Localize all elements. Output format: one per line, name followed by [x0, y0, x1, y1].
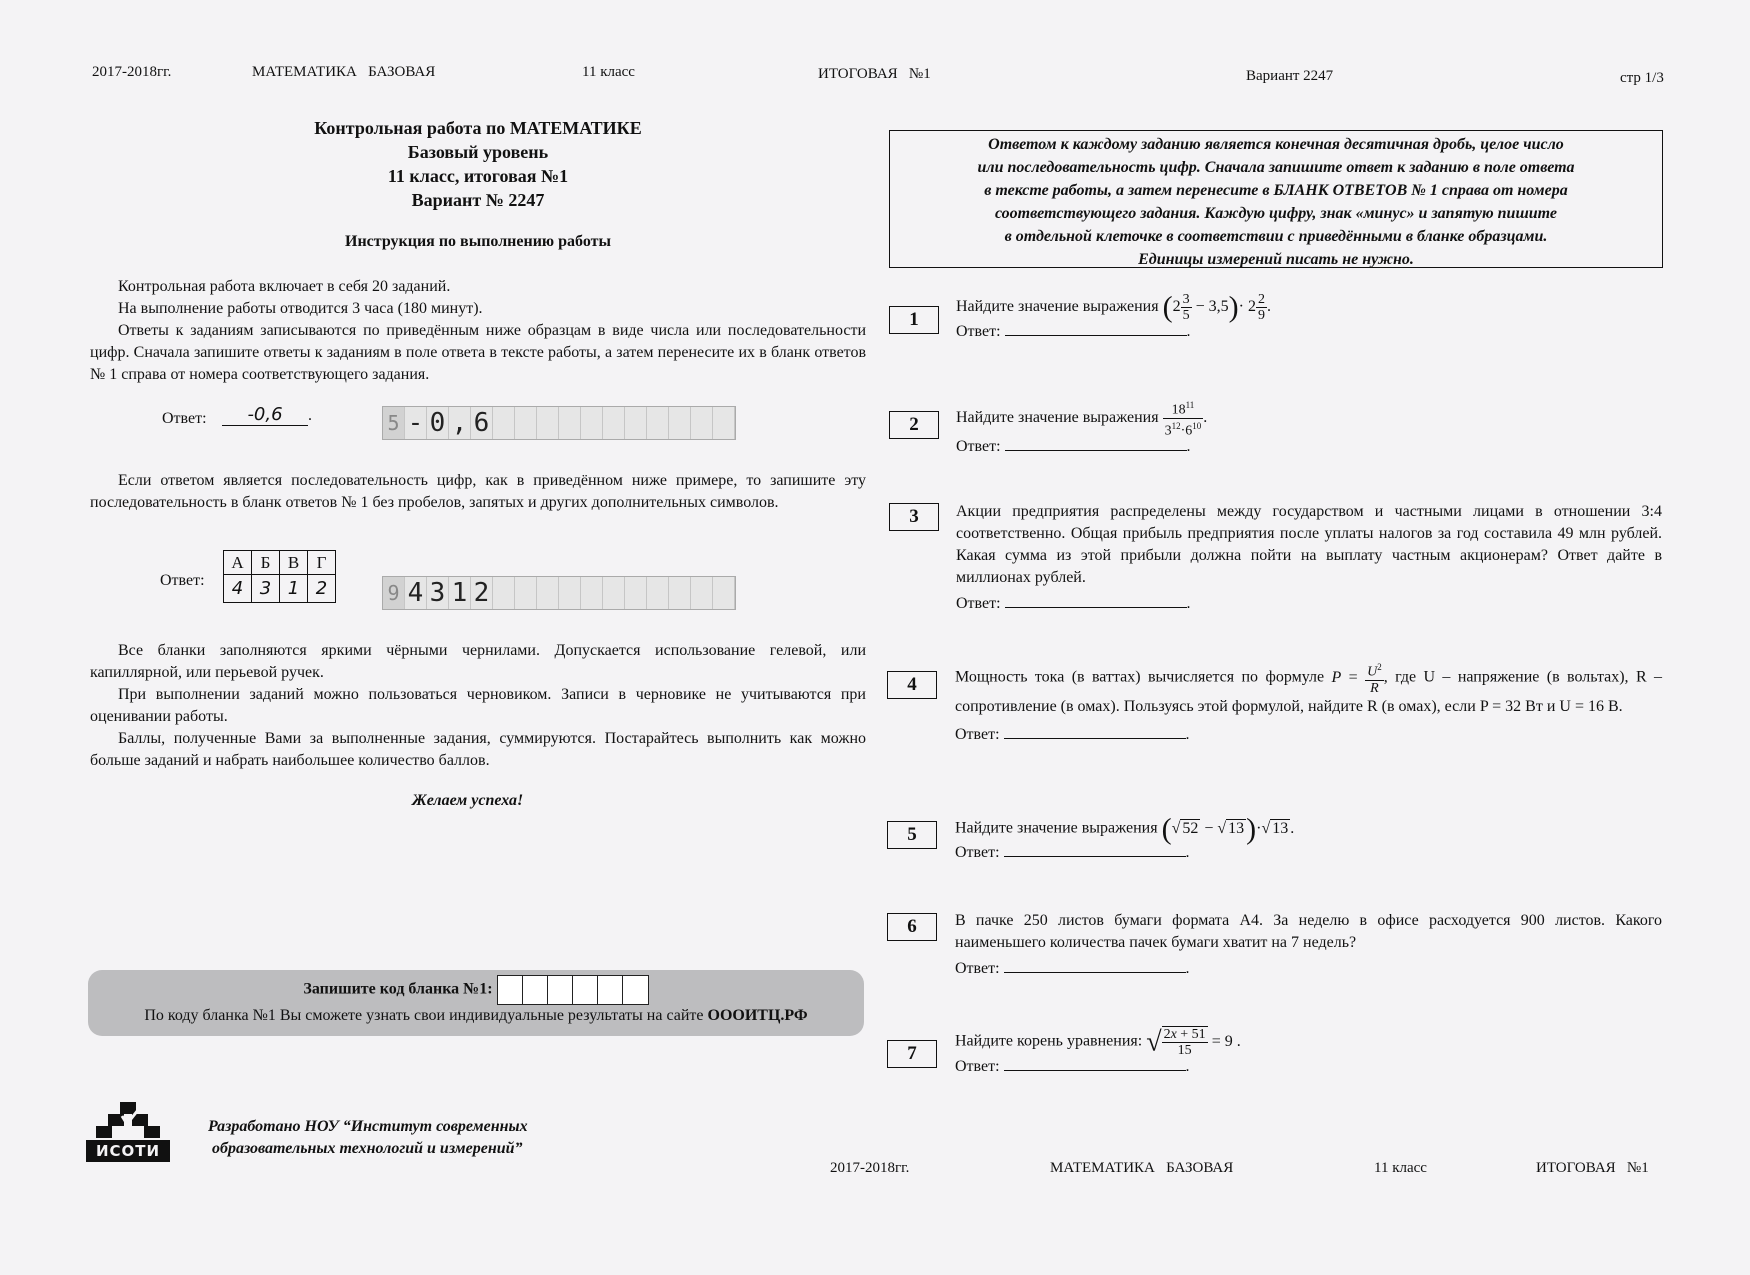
logo-text: ИСОТИ	[95, 1142, 161, 1160]
answer-label: Ответ:	[956, 323, 1001, 340]
answer-cell	[647, 407, 669, 439]
developed-line-1: Разработано НОУ “Институт современных	[208, 1118, 528, 1135]
task-number-2: 2	[889, 411, 939, 439]
answer-cell: 2	[471, 577, 493, 609]
code-band-label: Запишите код бланка №1:	[303, 980, 493, 998]
answer-cell	[647, 577, 669, 609]
instructions-p1: Контрольная работа включает в себя 20 заданий.	[118, 278, 451, 295]
task-number-1: 1	[889, 306, 939, 334]
example2-answer-cells	[382, 576, 736, 610]
notice-line-5: в отдельной клеточке в соответствии с приведёнными в бланке образцами.	[1004, 228, 1548, 245]
task-7-text: Найдите корень уравнения:	[955, 1032, 1143, 1050]
task-2-formula: $\frac{18^{11}}{3^{12}\cdot 6^{10}}$ .	[1164, 400, 1208, 439]
task-7: Найдите корень уравнения: √ $\frac{2x + 51}{15}$ = 9 . Ответ: .	[955, 1026, 1241, 1075]
task-4-text-a: Мощность тока (в ваттах) вычисляется по формуле	[955, 668, 1325, 686]
answer-cell: 0	[427, 407, 449, 439]
answer-cell	[537, 407, 559, 439]
instructions-p4: Если ответом является последовательность цифр, как в приведённом ниже примере, то запишите эту последовательность в бланк ответов № 1 без пробелов, запятых и других дополнительных символов.	[90, 472, 866, 511]
task-number-6: 6	[887, 913, 937, 941]
code-band-site[interactable]: ОООИТЦ.РФ	[707, 1007, 808, 1024]
title-line-3: 11 класс, итоговая №1	[387, 166, 569, 186]
example1-label: Ответ:	[162, 410, 207, 427]
instructions-p3: Ответы к заданиям записываются по приведённым ниже образцам в виде числа или последовательности цифр. Сначала запишите ответы к заданиям в поле ответа в тексте работы, а затем перенесите их в бланк ответов № 1 справа от номера соответствующего задания.	[90, 322, 866, 383]
answer-label: Ответ:	[955, 1058, 1000, 1075]
seq-value: 3	[252, 575, 280, 603]
answer-cell: 5	[383, 407, 405, 439]
header-years: 2017-2018гг.	[92, 64, 172, 80]
seq-header: Б	[252, 551, 280, 575]
answer-field-7[interactable]	[1004, 1057, 1186, 1071]
task-5: Найдите значение выражения (√ 52 − √ 13)·√ 13 . Ответ: .	[955, 812, 1295, 861]
task-4-formula: P = $\frac{U^2}{R}$	[1331, 662, 1382, 696]
notice-line-3: в тексте работы, а затем перенесите в БЛАНК ОТВЕТОВ № 1 справа от номера	[984, 182, 1568, 199]
example1-value: -0,6	[222, 404, 308, 426]
answer-cell: 4	[405, 577, 427, 609]
answer-cell: 9	[383, 577, 405, 609]
header-grade: 11 класс	[582, 64, 635, 80]
developed-line-2: образовательных технологий и измерений”	[212, 1140, 523, 1157]
header-exam: ИТОГОВАЯ №1	[818, 66, 931, 82]
answer-field-1[interactable]	[1005, 322, 1187, 336]
answer-cell	[625, 577, 647, 609]
answer-label: Ответ:	[956, 595, 1001, 612]
task-2: Найдите значение выражения $\frac{18^{11}}{3^{12}\cdot 6^{10}}$ . Ответ: .	[956, 400, 1208, 456]
isoti-logo	[86, 1102, 170, 1167]
answer-field-5[interactable]	[1004, 843, 1186, 857]
example1-answer-cells	[382, 406, 736, 440]
answer-field-6[interactable]	[1004, 959, 1186, 973]
instructions-block-1	[90, 276, 866, 386]
answer-label: Ответ:	[955, 725, 1000, 743]
task-1: Найдите значение выражения (2 $\frac{3}{5}$ − 3,5)· 2 $\frac{2}{9}$ . Ответ: .	[956, 290, 1271, 340]
answer-field-3[interactable]	[1005, 594, 1187, 608]
notice-line-6: Единицы измерений писать не нужно.	[1138, 251, 1414, 268]
answer-cell	[603, 407, 625, 439]
answer-cell	[515, 577, 537, 609]
task-6-text: В пачке 250 листов бумаги формата А4. За неделю в офисе расходуется 900 листов. Какого наименьшего количества пачек бумаги хватит на 7 недель?	[955, 912, 1662, 951]
answer-cell	[713, 577, 735, 609]
task-number-7: 7	[887, 1040, 937, 1068]
seq-value: 4	[224, 575, 252, 603]
title-line-4: Вариант № 2247	[411, 190, 545, 210]
seq-header: В	[280, 551, 308, 575]
instructions-p5: Все бланки заполняются яркими чёрными чернилами. Допускается использование гелевой, или капиллярной, или перьевой ручек.	[90, 642, 866, 681]
instructions-p2: На выполнение работы отводится 3 часа (180 минут).	[118, 300, 483, 317]
title-line-2: Базовый уровень	[407, 142, 549, 162]
footer-years: 2017-2018гг.	[830, 1160, 910, 1176]
task-4-text-b: , где U – напряжение (в вольтах), R – сопротивление (в омах). Пользуясь этой формулой, найдите R (в омах), если P = 32 Вт и U = 16 В.	[955, 668, 1663, 715]
task-3: Акции предприятия распределены между государством и частными лицами в отношении 3:4 соответственно. Общая прибыль предприятия после уплаты налогов за год составила 49 млн рублей. Какая сумма из этой прибыли должна пойти на выплату частным акционерам? Ответ дайте в миллионах рублей. Ответ: .	[956, 503, 1662, 612]
instructions-block-2	[90, 640, 866, 772]
notice-line-2: или последовательность цифр. Сначала запишите ответ к заданию в поле ответа	[977, 159, 1575, 176]
task-5-formula: (√ 52 − √ 13)·√ 13 .	[1161, 812, 1295, 845]
footer-grade: 11 класс	[1374, 1160, 1427, 1176]
answer-cell	[493, 577, 515, 609]
answer-cell	[713, 407, 735, 439]
seq-header: Г	[308, 551, 336, 575]
example2-label: Ответ:	[160, 572, 205, 589]
answer-cell: 1	[449, 577, 471, 609]
answer-cell: 3	[427, 577, 449, 609]
code-band	[88, 970, 864, 1036]
code-band-text: По коду бланка №1 Вы сможете узнать свои индивидуальные результаты на сайте	[144, 1007, 708, 1024]
answer-cell	[603, 577, 625, 609]
instructions-heading: Инструкция по выполнению работы	[345, 233, 611, 250]
task-2-text: Найдите значение выражения	[956, 408, 1159, 426]
task-1-formula: (2 $\frac{3}{5}$ − 3,5)· 2 $\frac{2}{9}$ .	[1162, 290, 1271, 324]
answer-cell	[625, 407, 647, 439]
answer-field-4[interactable]	[1004, 725, 1186, 739]
title-line-1: Контрольная работа по МАТЕМАТИКЕ	[314, 118, 642, 138]
task-3-text: Акции предприятия распределены между государством и частными лицами в отношении 3:4 соответственно. Общая прибыль предприятия после уплаты налогов за год составила 49 млн рублей. Какая сумма из этой прибыли должна пойти на выплату частным акционерам? Ответ дайте в миллионах рублей.	[956, 503, 1662, 586]
answer-cell: ,	[449, 407, 471, 439]
answer-cell	[493, 407, 515, 439]
answer-cell: 6	[471, 407, 493, 439]
answer-cell	[581, 407, 603, 439]
header-subject: МАТЕМАТИКА БАЗОВАЯ	[252, 64, 436, 80]
task-number-4: 4	[887, 671, 937, 699]
answer-cell	[515, 407, 537, 439]
task-1-text: Найдите значение выражения	[956, 298, 1159, 316]
footer-subject: МАТЕМАТИКА БАЗОВАЯ	[1050, 1160, 1234, 1176]
notice-line-4: соответствующего задания. Каждую цифру, знак «минус» и запятую пишите	[994, 205, 1558, 222]
header-page: стр 1/3	[1620, 70, 1664, 86]
answer-cell	[559, 407, 581, 439]
seq-value: 2	[308, 575, 336, 603]
answer-cell	[691, 407, 713, 439]
header-variant: Вариант 2247	[1246, 68, 1334, 84]
task-7-formula: √ $\frac{2x + 51}{15}$ = 9 .	[1146, 1026, 1241, 1058]
example1-value-wrap: -0,6 .	[222, 404, 312, 426]
answer-cell	[691, 577, 713, 609]
task-5-text: Найдите значение выражения	[955, 819, 1158, 837]
answer-label: Ответ:	[955, 960, 1000, 977]
blank-code-input[interactable]	[497, 975, 649, 1005]
answer-cell	[559, 577, 581, 609]
answer-notice	[889, 130, 1663, 268]
seq-value: 1	[280, 575, 308, 603]
seq-header: А	[224, 551, 252, 575]
task-4: Мощность тока (в ваттах) вычисляется по формуле P = $\frac{U^2}{R}$ , где U – напряжение (в вольтах), R – сопротивление (в омах). Пользуясь этой формулой, найдите R (в омах), если P = 32 Вт и U = 16 В. Ответ: .	[955, 662, 1663, 743]
answer-label: Ответ:	[955, 844, 1000, 861]
answer-cell	[537, 577, 559, 609]
answer-cell	[669, 577, 691, 609]
answer-field-2[interactable]	[1005, 437, 1187, 451]
notice-line-1: Ответом к каждому заданию является конечная десятичная дробь, целое число	[988, 136, 1564, 153]
title-block	[90, 116, 866, 212]
task-6: В пачке 250 листов бумаги формата А4. За неделю в офисе расходуется 900 листов. Какого наименьшего количества пачек бумаги хватит на 7 недель? Ответ: .	[955, 912, 1662, 977]
answer-cell	[669, 407, 691, 439]
task-number-3: 3	[889, 503, 939, 531]
footer-exam: ИТОГОВАЯ №1	[1536, 1160, 1649, 1176]
answer-label: Ответ:	[956, 438, 1001, 456]
answer-cell: -	[405, 407, 427, 439]
developed-by	[208, 1116, 528, 1160]
instructions-p6: При выполнении заданий можно пользоваться черновиком. Записи в черновике не учитываются при оценивании работы.	[90, 686, 866, 725]
example2-table	[223, 550, 336, 603]
instructions-p7: Баллы, полученные Вами за выполненные задания, суммируются. Постарайтесь выполнить как можно больше заданий и набрать наибольшее количество баллов.	[90, 730, 866, 769]
wish-text: Желаем успеха!	[412, 792, 524, 809]
answer-cell	[581, 577, 603, 609]
task-number-5: 5	[887, 821, 937, 849]
